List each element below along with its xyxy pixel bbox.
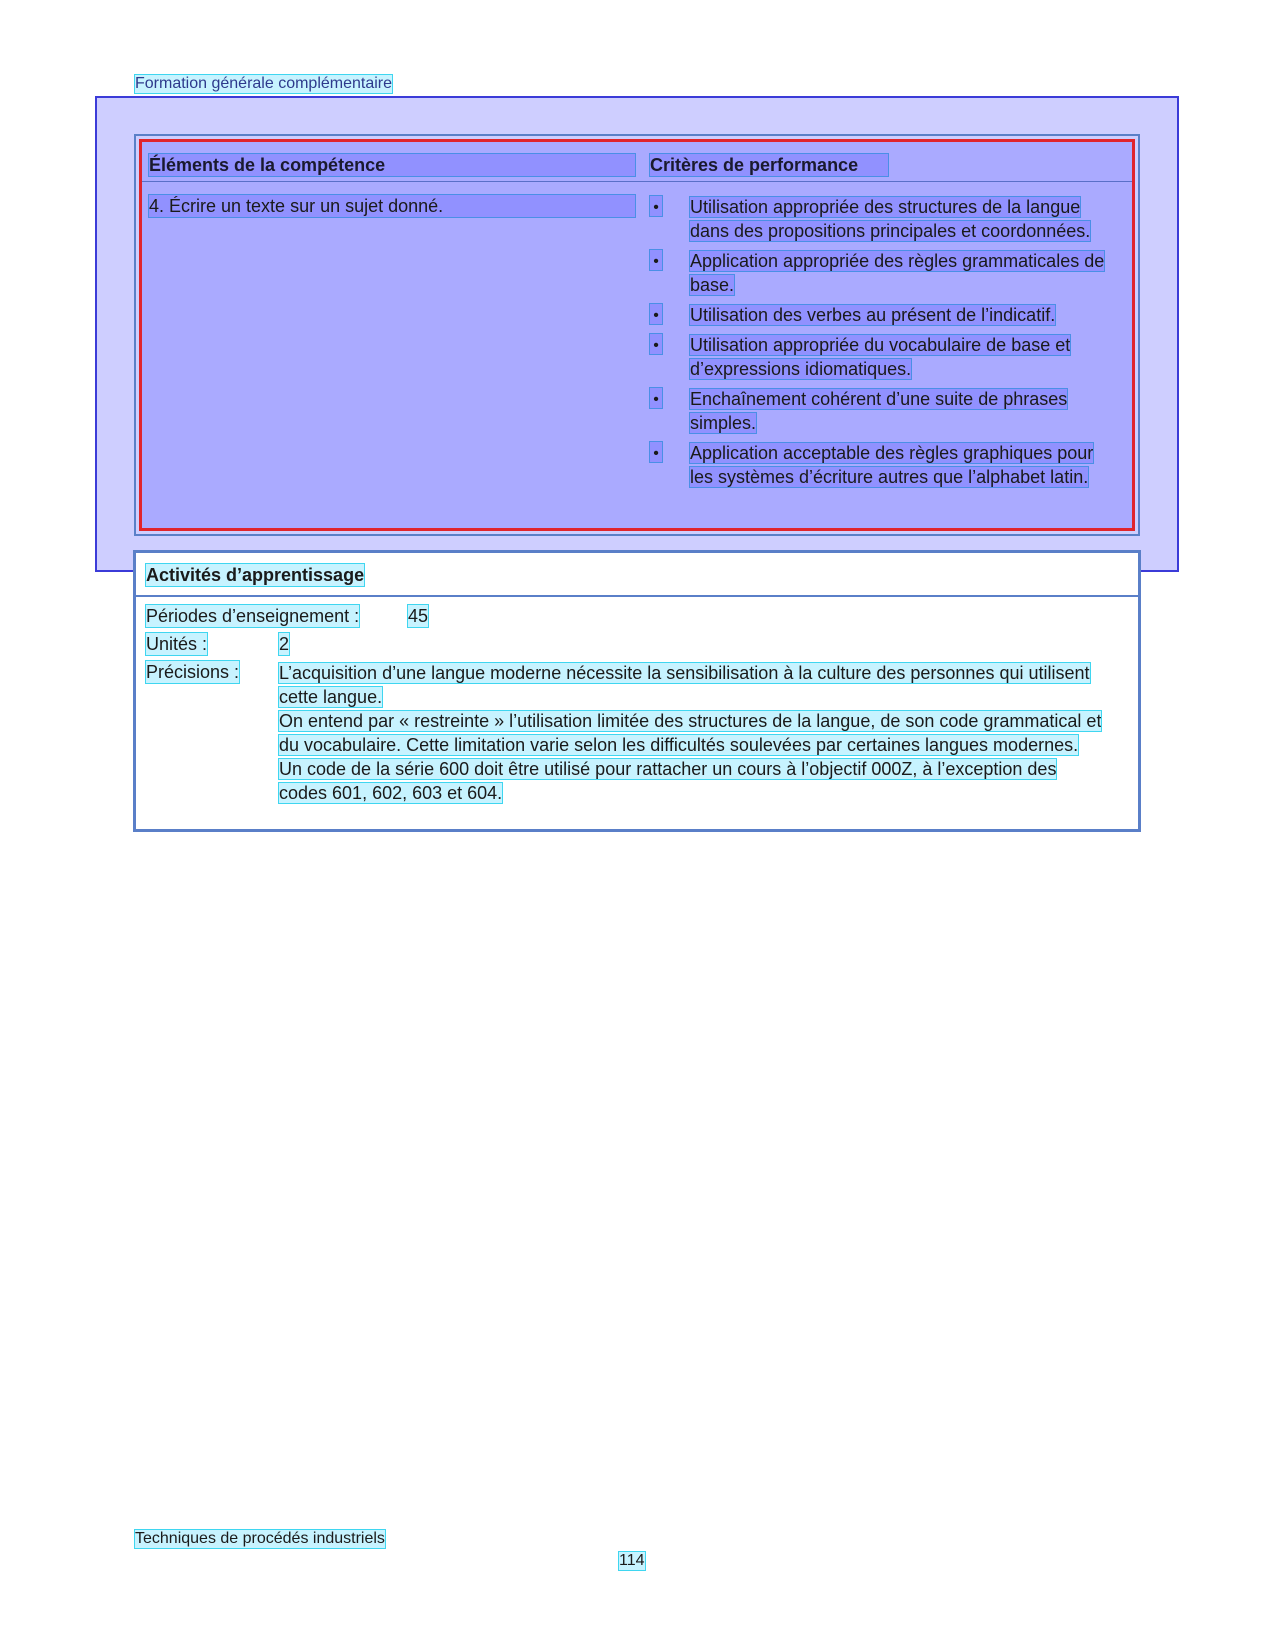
periodes-value: 45 — [408, 606, 429, 626]
criterion-item — [650, 333, 1120, 381]
bullet-icon: • — [650, 196, 662, 216]
precision-paragraph: L’acquisition d’une langue moderne nécessite la sensibilisation à la culture des personnes qui utilisent cette langue. — [279, 663, 1090, 707]
page-footer: Techniques de procédés industriels — [135, 1530, 385, 1547]
competence-table — [134, 134, 1140, 536]
criterion-text: Application appropriée des règles grammaticales de base. — [690, 251, 1105, 295]
unites-value: 2 — [279, 634, 290, 654]
criterion-text: Utilisation appropriée du vocabulaire de base et d’expressions idiomatiques. — [690, 335, 1071, 379]
criterion-item — [650, 441, 1120, 489]
activities-title: Activités d’apprentissage — [146, 565, 365, 585]
unites-label: Unités : — [146, 634, 208, 654]
page-header: Formation générale complémentaire — [135, 75, 393, 92]
competence-table-body — [139, 139, 1135, 531]
bullet-icon: • — [650, 334, 662, 354]
criterion-text: Application acceptable des règles graphiques pour les systèmes d’écriture autres que l’alphabet latin. — [690, 443, 1094, 487]
criterion-text: Enchaînement cohérent d’une suite de phrases simples. — [690, 389, 1068, 433]
elements-heading: Éléments de la compétence — [149, 154, 635, 176]
precision-paragraph: Un code de la série 600 doit être utilisé pour rattacher un cours à l’objectif 000Z, à l’exception des codes 601, 602, 603 et 604. — [279, 759, 1057, 803]
page-number: 114 — [619, 1552, 645, 1569]
criterion-item — [650, 195, 1120, 243]
bullet-icon: • — [650, 388, 662, 408]
criterion-text: Utilisation appropriée des structures de la langue dans des propositions principales et coordonnées. — [690, 197, 1091, 241]
periodes-label: Périodes d’enseignement : — [146, 606, 360, 626]
criterion-text: Utilisation des verbes au présent de l’indicatif. — [690, 305, 1056, 325]
criterion-item — [650, 303, 1120, 327]
criterion-item — [650, 249, 1120, 297]
criteria-list — [650, 195, 1120, 495]
precisions-text — [279, 661, 1109, 805]
precision-paragraph: On entend par « restreinte » l’utilisation limitée des structures de la langue, de son code grammatical et du vocabulaire. Cette limitation varie selon les difficultés soulevées par certaines langues modernes. — [279, 711, 1102, 755]
header-divider — [142, 181, 1132, 182]
bullet-icon: • — [650, 304, 662, 324]
bullet-icon: • — [650, 442, 662, 462]
criteres-heading: Critères de performance — [650, 154, 888, 176]
activities-box — [133, 550, 1141, 832]
precisions-label: Précisions : — [146, 662, 240, 682]
activities-divider — [136, 595, 1138, 597]
criterion-item — [650, 387, 1120, 435]
bullet-icon: • — [650, 250, 662, 270]
competence-element: 4. Écrire un texte sur un sujet donné. — [149, 195, 635, 217]
